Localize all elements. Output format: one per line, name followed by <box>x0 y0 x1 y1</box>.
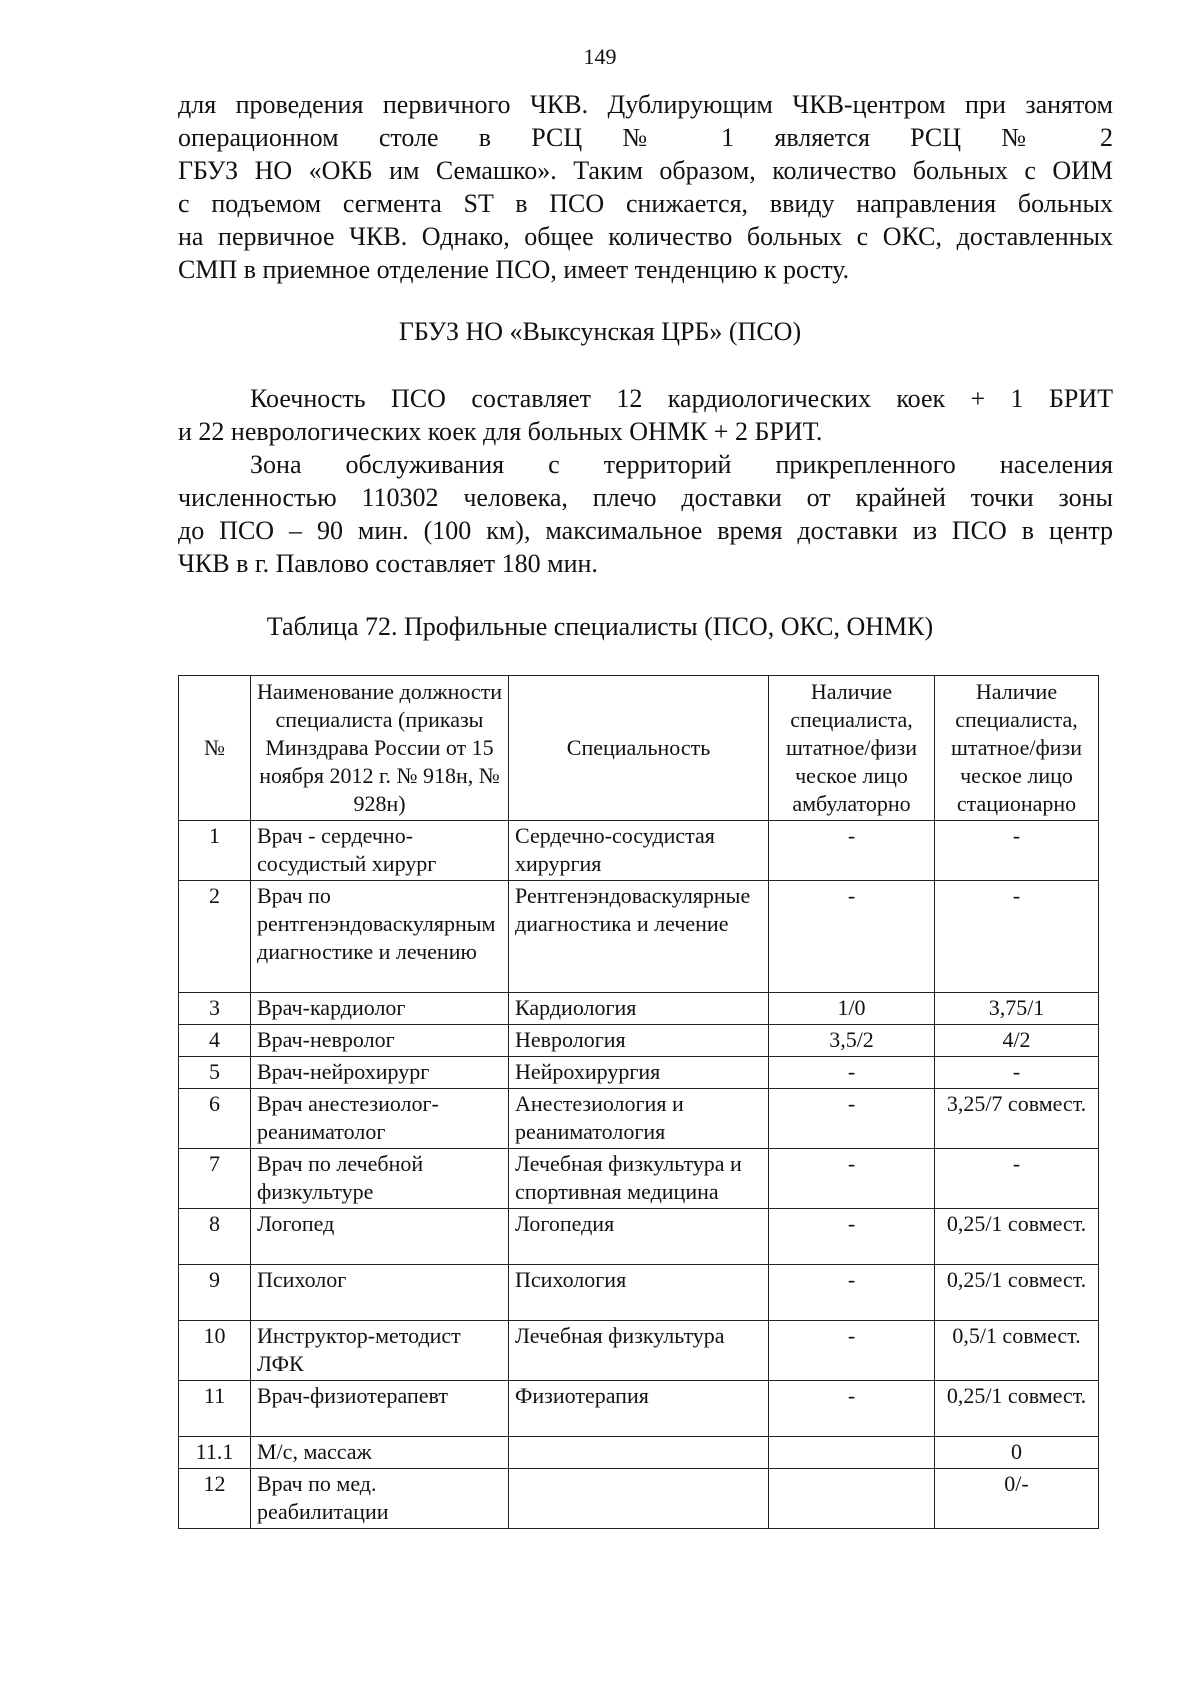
text-line: ЧКВ в г. Павлово составляет 180 мин. <box>178 549 598 578</box>
text-line: с подъемом сегмента ST в ПСО снижается, ввиду направления больных <box>178 189 1113 218</box>
table-row <box>179 881 1099 993</box>
row-position: Врач - сердечно-сосудистый хирург <box>251 821 509 881</box>
header-specialty: Специальность <box>509 676 769 821</box>
row-position: Врач по мед. реабилитации <box>251 1469 509 1529</box>
table-row <box>179 1149 1099 1209</box>
row-position: Психолог <box>251 1265 509 1321</box>
row-number: 4 <box>179 1025 251 1057</box>
row-ambulatory <box>769 1469 935 1529</box>
row-inpatient: 4/2 <box>935 1025 1099 1057</box>
row-number: 1 <box>179 821 251 881</box>
row-number: 11.1 <box>179 1437 251 1469</box>
row-position: Врач анестезиолог-реаниматолог <box>251 1089 509 1149</box>
text-line: Зона обслуживания с территорий прикрепленного населения <box>250 450 1113 479</box>
row-specialty: Сердечно-сосудистая хирургия <box>509 821 769 881</box>
row-position: Инструктор-методист ЛФК <box>251 1321 509 1381</box>
intro-paragraph <box>178 88 1113 286</box>
row-inpatient: - <box>935 1149 1099 1209</box>
row-ambulatory: - <box>769 1265 935 1321</box>
text-line: до ПСО – 90 мин. (100 км), максимальное время доставки из ПСО в центр <box>178 516 1113 545</box>
table-header-row <box>179 676 1099 821</box>
row-ambulatory: - <box>769 1149 935 1209</box>
row-inpatient: - <box>935 1057 1099 1089</box>
table-row <box>179 1381 1099 1437</box>
page-number: 149 <box>583 44 617 69</box>
row-ambulatory: - <box>769 881 935 993</box>
row-ambulatory: - <box>769 1209 935 1265</box>
table-row <box>179 1437 1099 1469</box>
header-num: № <box>179 676 251 821</box>
section-title: ГБУЗ НО «Выксунская ЦРБ» (ПСО) <box>398 317 802 346</box>
row-specialty <box>509 1469 769 1529</box>
row-specialty: Лечебная физкультура и спортивная медицина <box>509 1149 769 1209</box>
row-inpatient: 3,75/1 <box>935 993 1099 1025</box>
text-line: на первичное ЧКВ. Однако, общее количество больных с ОКС, доставленных <box>178 222 1113 251</box>
text-line: и 22 неврологических коек для больных ОНМК + 2 БРИТ. <box>178 417 823 446</box>
table-row <box>179 1057 1099 1089</box>
row-inpatient: - <box>935 821 1099 881</box>
row-ambulatory: - <box>769 1089 935 1149</box>
row-specialty: Анестезиология и реаниматология <box>509 1089 769 1149</box>
header-position: Наименование должности специалиста (приказы Минздрава России от 15 ноября 2012 г. № 918н, № 928н) <box>251 676 509 821</box>
row-number: 12 <box>179 1469 251 1529</box>
row-ambulatory: 1/0 <box>769 993 935 1025</box>
row-inpatient: - <box>935 881 1099 993</box>
header-inpatient: Наличие специалиста, штатное/физи ческое лицо стационарно <box>935 676 1099 821</box>
row-position: Врач-нейрохирург <box>251 1057 509 1089</box>
table-row <box>179 821 1099 881</box>
table-row <box>179 993 1099 1025</box>
table-row <box>179 1265 1099 1321</box>
row-number: 11 <box>179 1381 251 1437</box>
row-position: Врач-невролог <box>251 1025 509 1057</box>
text-line: численностью 110302 человека, плечо доставки от крайней точки зоны <box>178 483 1113 512</box>
table-row <box>179 1209 1099 1265</box>
row-number: 8 <box>179 1209 251 1265</box>
row-position: Врач по рентгенэндоваскулярным диагностике и лечению <box>251 881 509 993</box>
row-inpatient: 0 <box>935 1437 1099 1469</box>
text-line: для проведения первичного ЧКВ. Дублирующим ЧКВ-центром при занятом <box>178 90 1113 119</box>
table-row <box>179 1469 1099 1529</box>
text-line: Коечность ПСО составляет 12 кардиологических коек + 1 БРИТ <box>250 384 1113 413</box>
row-ambulatory <box>769 1437 935 1469</box>
text-line: СМП в приемное отделение ПСО, имеет тенденцию к росту. <box>178 255 850 284</box>
header-ambulatory: Наличие специалиста, штатное/физи ческое лицо амбулаторно <box>769 676 935 821</box>
row-number: 3 <box>179 993 251 1025</box>
row-inpatient: 3,25/7 совмест. <box>935 1089 1099 1149</box>
table-row <box>179 1025 1099 1057</box>
row-inpatient: 0/- <box>935 1469 1099 1529</box>
row-position: Врач по лечебной физкультуре <box>251 1149 509 1209</box>
row-ambulatory: - <box>769 1321 935 1381</box>
row-specialty: Нейрохирургия <box>509 1057 769 1089</box>
row-position: М/с, массаж <box>251 1437 509 1469</box>
row-ambulatory: 3,5/2 <box>769 1025 935 1057</box>
row-specialty: Лечебная физкультура <box>509 1321 769 1381</box>
row-number: 10 <box>179 1321 251 1381</box>
row-specialty: Физиотерапия <box>509 1381 769 1437</box>
row-inpatient: 0,25/1 совмест. <box>935 1381 1099 1437</box>
specialists-table <box>178 675 1099 1529</box>
row-specialty: Психология <box>509 1265 769 1321</box>
row-inpatient: 0,5/1 совмест. <box>935 1321 1099 1381</box>
table-row <box>179 1089 1099 1149</box>
row-specialty: Рентгенэндоваскулярные диагностика и лечение <box>509 881 769 993</box>
row-specialty <box>509 1437 769 1469</box>
row-number: 7 <box>179 1149 251 1209</box>
text-line: ГБУЗ НО «ОКБ им Семашко». Таким образом, количество больных с ОИМ <box>178 156 1113 185</box>
service-zone-paragraph <box>178 448 1113 580</box>
row-ambulatory: - <box>769 821 935 881</box>
row-specialty: Логопедия <box>509 1209 769 1265</box>
row-inpatient: 0,25/1 совмест. <box>935 1209 1099 1265</box>
row-ambulatory: - <box>769 1057 935 1089</box>
row-number: 2 <box>179 881 251 993</box>
table-body <box>179 821 1099 1529</box>
row-inpatient: 0,25/1 совмест. <box>935 1265 1099 1321</box>
row-position: Врач-физиотерапевт <box>251 1381 509 1437</box>
row-ambulatory: - <box>769 1381 935 1437</box>
row-position: Врач-кардиолог <box>251 993 509 1025</box>
table-row <box>179 1321 1099 1381</box>
bed-capacity-paragraph <box>178 382 1113 448</box>
row-number: 5 <box>179 1057 251 1089</box>
row-number: 6 <box>179 1089 251 1149</box>
row-specialty: Кардиология <box>509 993 769 1025</box>
row-position: Логопед <box>251 1209 509 1265</box>
text-line: операционном столе в РСЦ № 1 является РСЦ № 2 <box>178 123 1113 152</box>
row-specialty: Неврология <box>509 1025 769 1057</box>
row-number: 9 <box>179 1265 251 1321</box>
table-caption: Таблица 72. Профильные специалисты (ПСО, ОКС, ОНМК) <box>266 612 934 641</box>
